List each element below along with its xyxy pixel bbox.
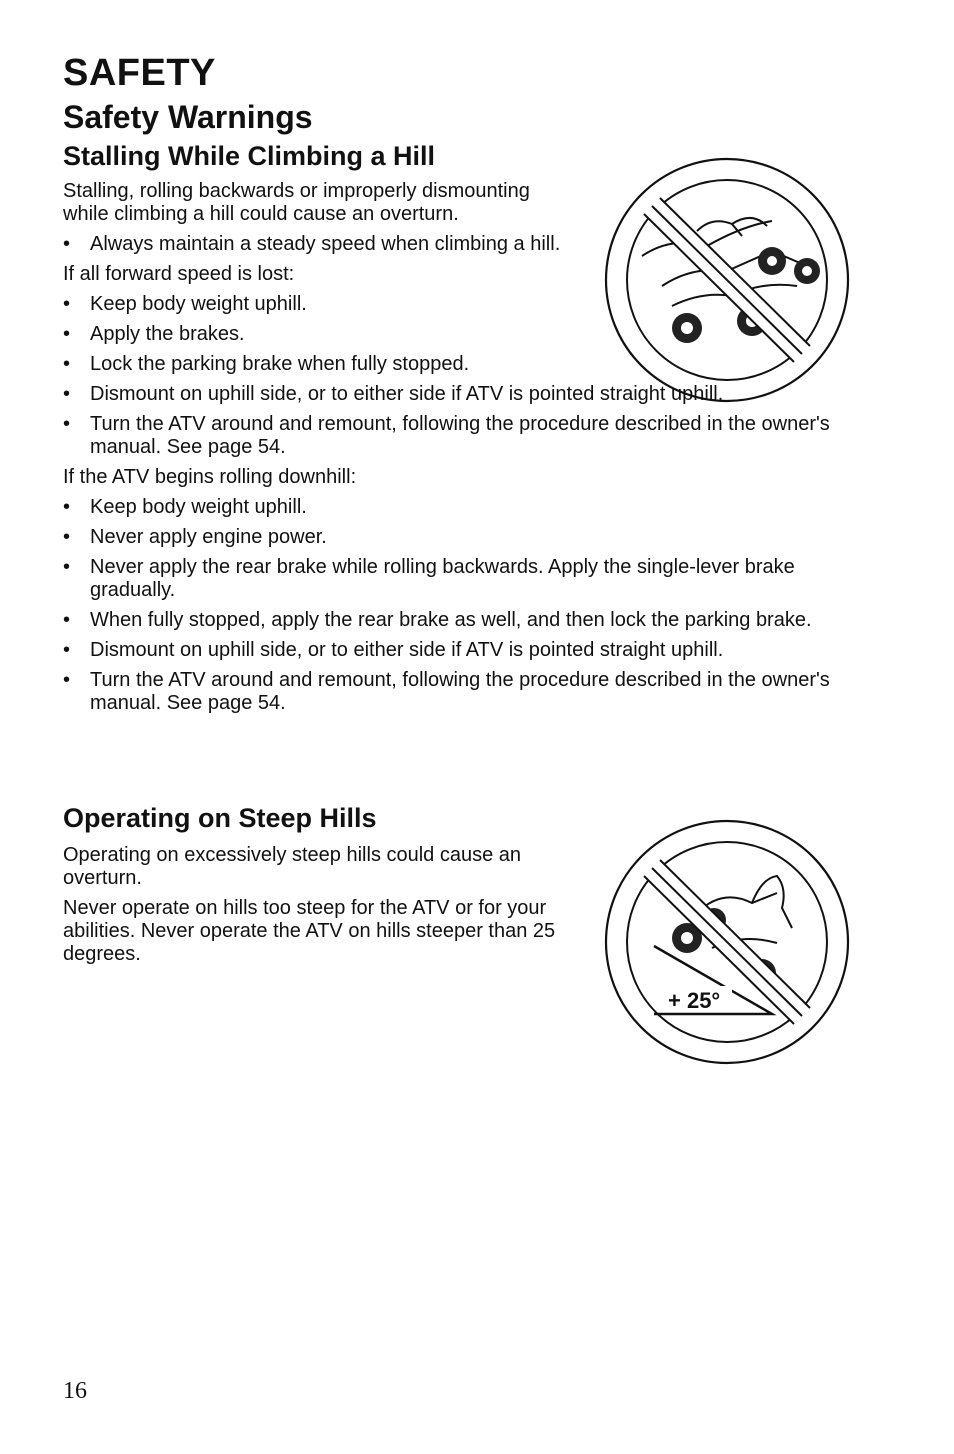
steep-hills-para-1: Operating on excessively steep hills could cause an overturn. (63, 844, 522, 889)
list-item: • Dismount on uphill side, or to either side if ATV is pointed straight uphill. (63, 383, 853, 406)
list-item: • Always maintain a steady speed when climbing a hill. (63, 233, 573, 256)
list-item: • Keep body weight uphill. (63, 496, 853, 519)
page-number: 16 (63, 1378, 87, 1404)
no-stalling-illustration (602, 156, 852, 404)
list-item: • Lock the parking brake when fully stopped. (63, 353, 853, 376)
list-item: • Apply the brakes. (63, 323, 853, 346)
bullet-list-steady (63, 233, 573, 256)
lead-rolling-downhill: If the ATV begins rolling downhill: (63, 466, 357, 488)
steep-hills-para-2: Never operate on hills too steep for the ATV or for your abilities. Never operate the ATV on hills steeper than 25 degrees. (63, 897, 556, 965)
section-title: Safety Warnings (63, 99, 313, 135)
bullet-list-rolling-downhill (63, 496, 853, 715)
lead-forward-speed-lost: If all forward speed is lost: (63, 263, 295, 285)
list-item: • When fully stopped, apply the rear brake as well, and then lock the parking brake. (63, 609, 853, 632)
no-steep-hills-illustration (602, 818, 852, 1066)
steep-hills-body (63, 844, 583, 973)
list-item: • Turn the ATV around and remount, following the procedure described in the owner's manual. See page 54. (63, 669, 853, 715)
stalling-intro: Stalling, rolling backwards or improperly dismounting while climbing a hill could cause an overturn. (63, 180, 530, 225)
list-item: • Keep body weight uphill. (63, 293, 853, 316)
list-item: • Dismount on uphill side, or to either side if ATV is pointed straight uphill. (63, 639, 853, 662)
stalling-heading: Stalling While Climbing a Hill (63, 141, 436, 171)
list-item: • Turn the ATV around and remount, following the procedure described in the owner's manual. See page 54. (63, 413, 853, 459)
list-item: • Never apply the rear brake while rolling backwards. Apply the single-lever brake gradually. (63, 556, 853, 602)
slope-angle-label: + 25° (668, 988, 721, 1013)
list-item: • Never apply engine power. (63, 526, 853, 549)
steep-hills-heading: Operating on Steep Hills (63, 803, 377, 833)
page-title: SAFETY (63, 52, 216, 94)
prohibition-sign-icon (602, 156, 852, 404)
prohibition-sign-icon (602, 818, 852, 1066)
